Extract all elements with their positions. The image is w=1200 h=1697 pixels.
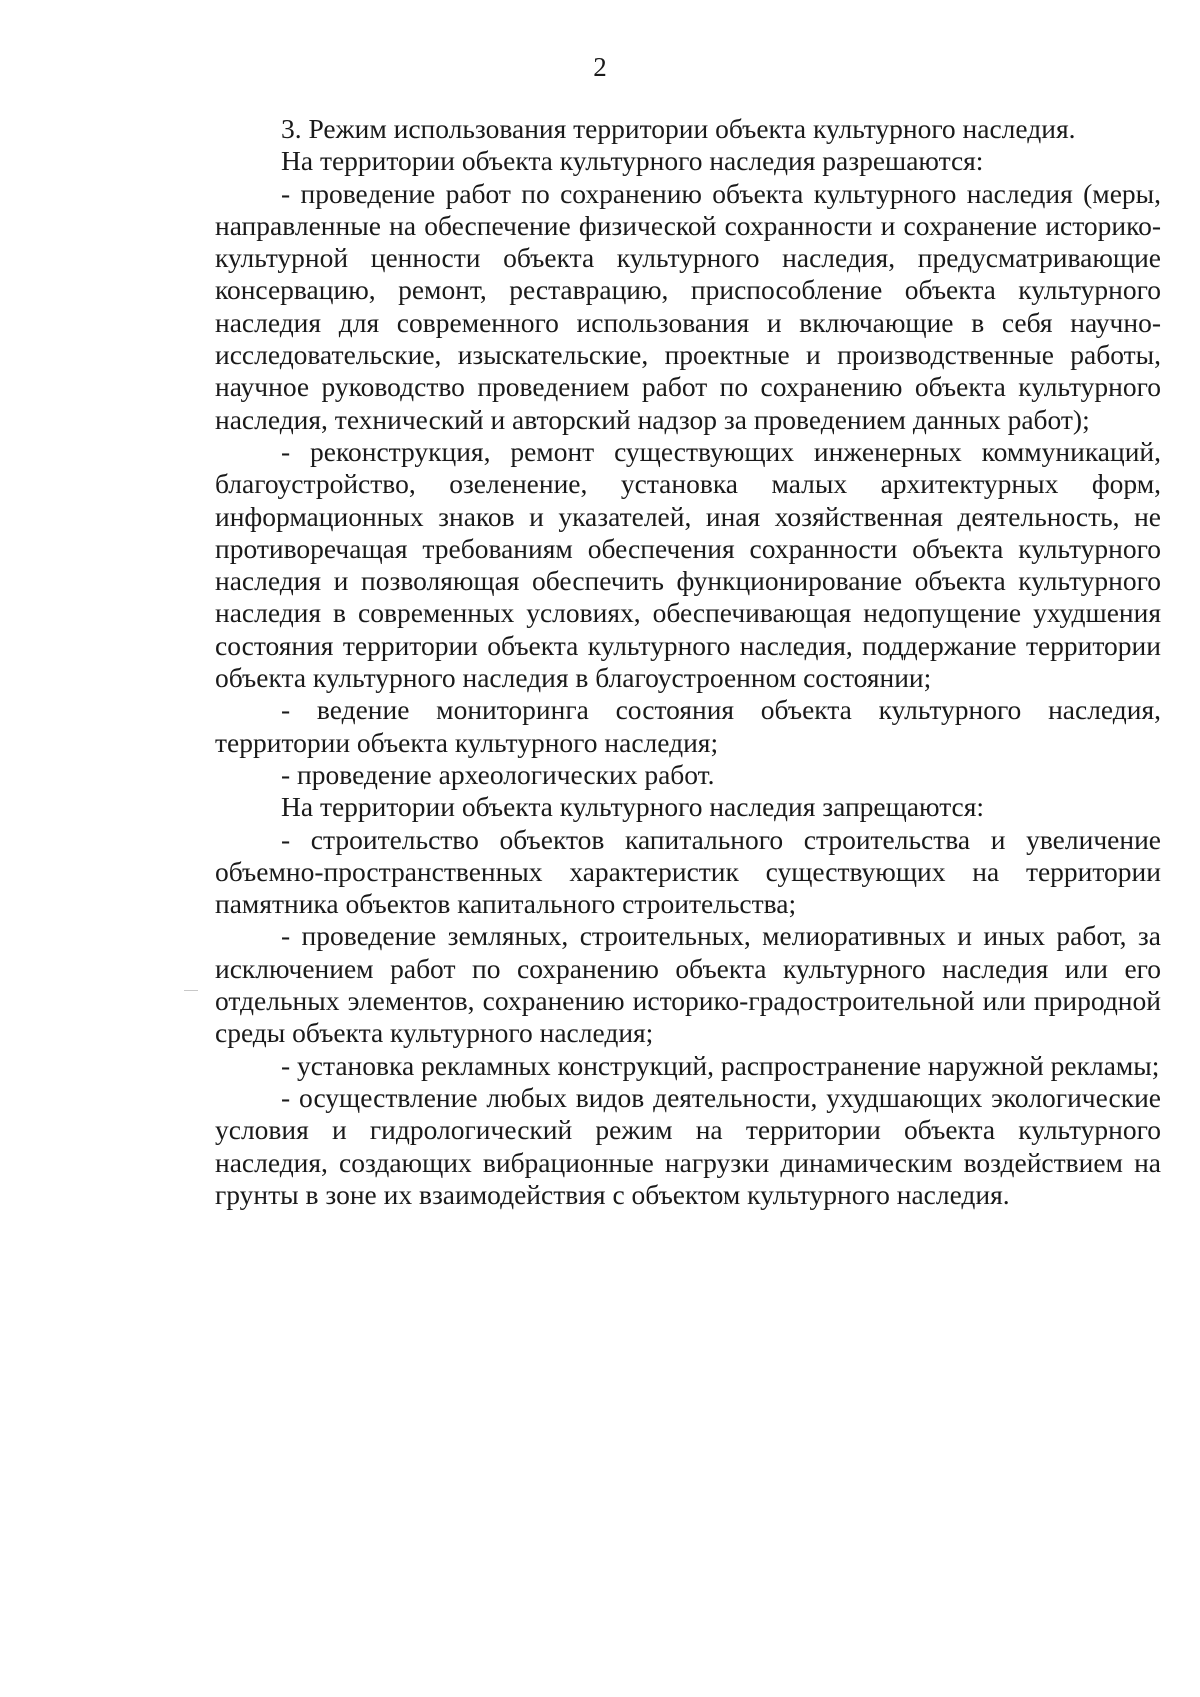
permitted-item-preservation-works: - проведение работ по сохранению объекта культурного наследия (меры, направленные на обеспечение физической сохранности и сохранение историко-культурной ценности объекта культурного наследия, предусматривающие консервацию, ремонт, реставрацию, приспособление объекта культурного наследия для современного использования и включающие в себя научно-исследовательские, изыскательские, проектные и производственные работы, научное руководство проведением работ по сохранению объекта культурного наследия, технический и авторский надзор за проведением данных работ); bbox=[215, 177, 1161, 435]
section-heading-3: 3. Режим использования территории объекта культурного наследия. bbox=[281, 113, 1076, 144]
document-body bbox=[215, 113, 1161, 1211]
permitted-item-monitoring: - ведение мониторинга состояния объекта культурного наследия, территории объекта культурного наследия; bbox=[215, 694, 1161, 758]
permitted-intro: На территории объекта культурного наследия разрешаются: bbox=[281, 145, 984, 177]
permitted-item-archaeology: - проведение археологических работ. bbox=[281, 758, 715, 790]
prohibited-item-construction: - строительство объектов капитального строительства и увеличение объемно-пространственных характеристик существующих на территории памятника объектов капитального строительства; bbox=[215, 823, 1161, 920]
prohibited-item-harmful-activities: - осуществление любых видов деятельности, ухудшающих экологические условия и гидрологический режим на территории объекта культурного наследия, создающих вибрационные нагрузки динамическим воздействием на грунты в зоне их взаимодействия с объектом культурного наследия. bbox=[215, 1081, 1161, 1210]
prohibited-item-advertising: - установка рекламных конструкций, распространение наружной рекламы; bbox=[281, 1049, 1160, 1081]
page-number: 2 bbox=[593, 52, 607, 82]
permitted-item-reconstruction: - реконструкция, ремонт существующих инженерных коммуникаций, благоустройство, озеленение, установка малых архитектурных форм, информационных знаков и указателей, иная хозяйственная деятельность, не противоречащая требованиям обеспечения сохранности объекта культурного наследия и позволяющая обеспечить функционирование объекта культурного наследия в современных условиях, обеспечивающая недопущение ухудшения состояния территории объекта культурного наследия, поддержание территории объекта культурного наследия в благоустроенном состоянии; bbox=[215, 435, 1161, 694]
prohibited-item-earthworks: - проведение земляных, строительных, мелиоративных и иных работ, за исключением работ по сохранению объекта культурного наследия или его отдельных элементов, сохранению историко-градостроительной или природной среды объекта культурного наследия; bbox=[215, 920, 1161, 1049]
prohibited-intro: На территории объекта культурного наследия запрещаются: bbox=[281, 791, 985, 823]
scan-artifact-mark bbox=[184, 990, 198, 991]
